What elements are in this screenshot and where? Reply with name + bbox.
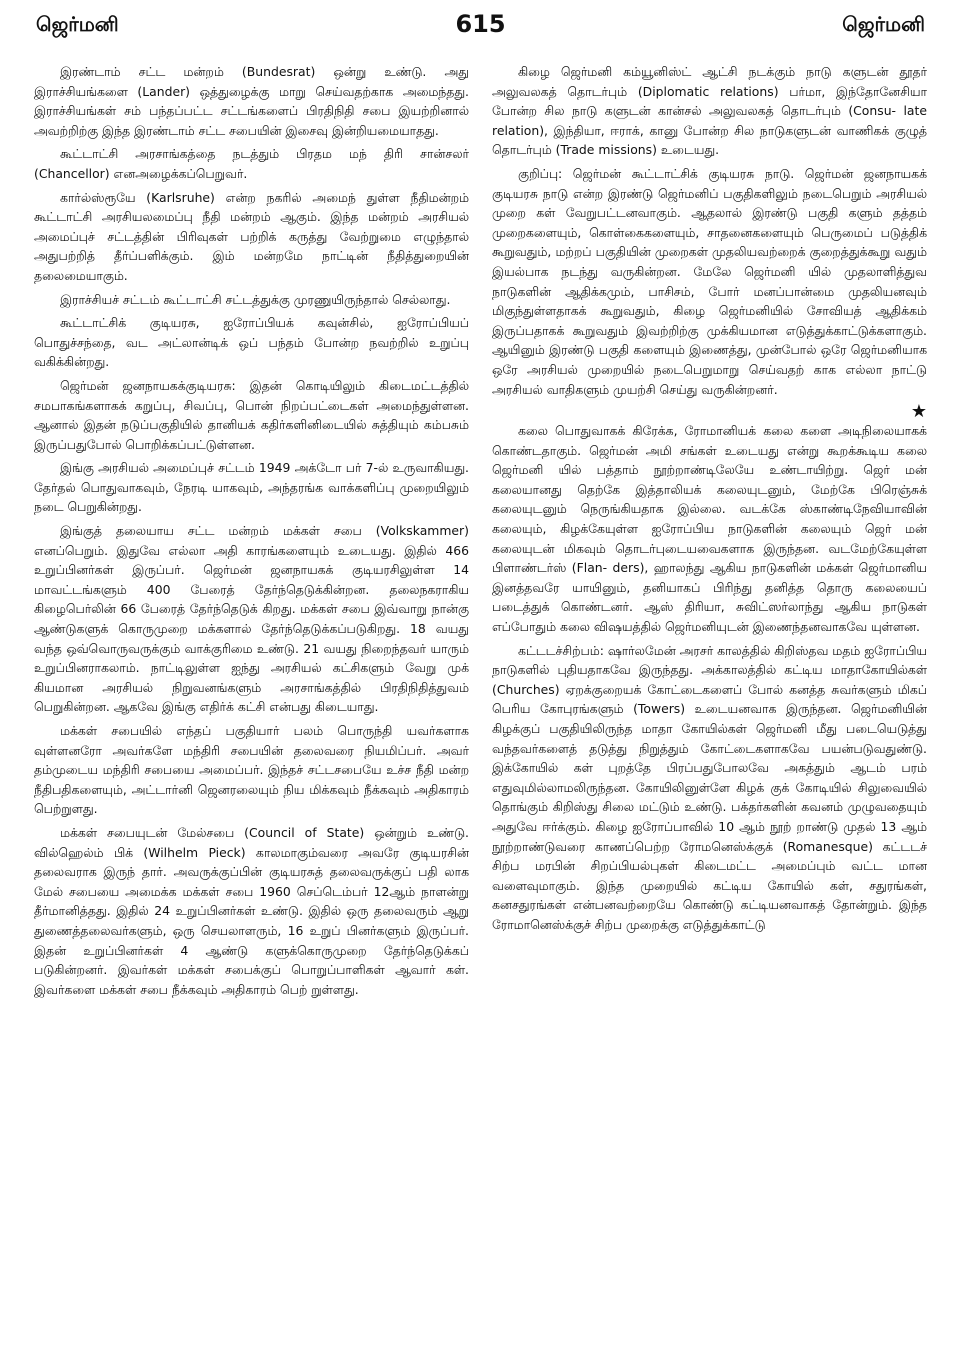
section-end-mark bbox=[492, 403, 927, 421]
paragraph: கட்டடச்சிற்பம்: ஷார்லமேன் அரசர் காலத்தில் கிறிஸ்தவ மதம் ஐரோப்பிய நாடுகளில் புதியதாகவே இருந்தது. அக்காலத்தில் கட்டிய மாதாகோயில்கள் (Churches) ஏறக்குறையக் கோட்டைகளைப் போல் கனத்த சுவர்களும் மிகப் பெரிய கோபுரங்களும் (Towers) உடையனவாக இருந்தன. ஜெர்மனியின் கிழக்குப் பகுதியிலிருந்த மாதா கோயில்கள் ஜெர்மனி மீது படையெடுத்து வந்தவர்களைத் தடுத்து நிறுத்தும் கோட்டைகளாகவே பயன்படுவதுண்டு. இக்கோயில் கள் புறத்தே பிரப்பதுபோலவே அகத்தும் ஆடம் பரம் எதுவுமில்லாமலிருந்தன. கோயிலினுள்ளே கிழக் குக் கோடியில் சிலுவையில் தொங்கும் கிறிஸ்து சிலை மட்டும் உண்டு. பக்தர்களின் கவனம் முழுவதையும் அதுவே ஈர்க்கும். கிழை ஐரோப்பாவில் 10 ஆம் நூற் றாண்டு முதல் 13 ஆம் நூற்றாண்டுவரை காணப்பெற்ற ரோமனெஸ்க்குக் (Romanesque) கட்டடச் சிற்ப மரபின் சிறப்பியல்புகள் கிடைமட்ட அமைப்பும் வட்ட மான வளைவுமாகும். இந்த முறையில் கட்டிய கோயில் கள், சதுரங்கள், கனசதுரங்கள் என்பனவற்றையே கொண்டு கட்டியனவாகத் தோன்றும். இந்த ரோமானெஸ்க்குச் சிற்ப முறைக்கு எடுத்துக்காட்டு bbox=[492, 642, 927, 932]
paragraph: கார்ல்ஸ்ரூயே (Karlsruhe) என்ற நகரில் அமைந் துள்ள நீதிமன்றம் கூட்டாட்சி அரசியலமைப்பு நீதி மன்றம் ஆகும். இந்த மன்றம் அரசியல் அமைப்புச் சட்டத்தின் பிரிவுகள் பற்றிக் கருத்து வேற்றுமை எழுந்தால் அதுபற்றித் தீர்ப்பளிக்கும். இம் மன்றமே நாட்டின் நீதித்துறையின் தலைமையாகும். bbox=[34, 189, 469, 283]
paragraph: கிழை ஜெர்மனி கம்யூனிஸ்ட் ஆட்சி நடக்கும் நாடு களுடன் தூதர் அலுவலகத் தொடர்பும் (Diplomatic relations) பர்மா, இந்தோனேசியா போன்ற சில நாடு களுடன் கான்சல் அலுவலகத் தொடர்பும் (Consu- late relation), இந்தியா, ஈராக், கானு போன்ற சில நாடுகளுடன் வாணிகக் குழுத் தொடர்பும் (Trade missions) உடையது. bbox=[492, 64, 927, 158]
paragraph: இரண்டாம் சட்ட மன்றம் (Bundesrat) ஒன்று உண்டு. அது இராச்சியங்களை (Lander) ஒத்துழைக்கு மாறு செய்வதற்காக அமைந்தது. இராச்சியங்கள் சம் பந்தப்பட்ட சட்டங்களைப் பிரதிநிதி சபை இயற்றினால் அவற்றிற்கு இந்த இரண்டாம் சட்ட சபையின் இசைவு இன்றியமையாதது. bbox=[34, 64, 469, 138]
running-head-left: ஜெர்மனி bbox=[36, 12, 119, 36]
right-column bbox=[492, 62, 927, 1348]
paragraph: குறிப்பு: ஜெர்மன் கூட்டாட்சிக் குடியரசு நாடு. ஜெர்மன் ஜனநாயகக் குடியரசு நாடு என்ற இரண்டு ஜெர்மனிப் பகுதிகளிலும் நடைபெறும் அரசியல் முறை கள் வேறுபட்டனவாகும். ஆதலால் இரண்டு பகுதி களும் தத்தம் முறைகளையும், கொள்கைகளையும், சாதனைகளையும் பெருமைப் படுத்திக் கூறுவதும், மற்றப் பகுதியின் முறைகள் முதலியவற்றைக் குறைத்துக்கூறு வதும் இயல்பாக நடந்து வருகின்றன. மேலே ஜெர்மனி யில் முதலாளித்துவ நாடுகளின் ஆதிக்கமும், பாசிசம், போர் மனப்பான்மை முதலியனவும் மிகுந்துள்ளதாகக் கூறுவதும், கிழை ஜெர்மனியில் சோவியத் ஆதிக்கம் இருப்பதாகக் கூறுவதும் இவற்றிற்கு முக்கியமான எடுத்துக்காட்டுக்களாகும். ஆயினும் இரண்டு பகுதி களையும் இணைத்து, முன்போல் ஒரே ஜெர்மனியாக ஒரே அரசியல் முறையில் நடைபெறுமாறு செய்வதற் காக எல்லா நாட்டு அரசியல் வாதிகளும் முயற்சி செய்து வருகின்றனர். bbox=[492, 165, 927, 397]
paragraph: கூட்டாட்சி அரசாங்கத்தை நடத்தும் பிரதம மந் திரி சான்சலர் (Chancellor) எனஅழைக்கப்பெறுவர். bbox=[34, 146, 469, 181]
paragraph: இங்குத் தலையாய சட்ட மன்றம் மக்கள் சபை (Volkskammer) எனப்பெறும். இதுவே எல்லா அதி காரங்களையும் உடையது. இதில் 466 உறுப்பினர்கள் இருப்பர். ஜெர்மன் ஜனநாயகக் குடியரசிலுள்ள 14 மாவட்டங்களும் 400 பேரைத் தேர்ந்தெடுக்கின்றன. தலைநகராகிய கிழைபெர்லின் 66 பேரைத் தேர்ந்தெடுக் கிறது. மக்கள் சபை இவ்வாறு நான்கு ஆண்டுகளுக் கொருமுறை மக்களால் தேர்ந்தெடுக்கப்படுகிறது. 18 வயது வந்த ஒவ்வொருவருக்கும் வாக்குரிமை உண்டு. 21 வயது நிறைந்தவர் யாரும் உறுப்பினராகலாம். நாட்டிலுள்ள ஐந்து அரசியல் கட்சிகளும் வேறு முக் கியமான அரசியல் நிறுவனங்களும் அரசாங்கத்தில் பிரதிநிதித்துவம் பெறுகின்றன. ஆகவே இங்கு எதிர்க் கட்சி என்பது கிடையாது. bbox=[34, 523, 469, 715]
page-header bbox=[36, 10, 925, 46]
running-head-right: ஜெர்மனி bbox=[842, 12, 925, 36]
paragraph: இங்கு அரசியல் அமைப்புச் சட்டம் 1949 அக்டோ பர் 7-ல் உருவாகியது. தேர்தல் பொதுவாகவும், நேரடி யாகவும், அந்தரங்க வாக்களிப்பு முறையிலும் நடை பெறுகின்றது. bbox=[34, 460, 469, 515]
paragraph: கூட்டாட்சிக் குடியரசு, ஐரோப்பியக் கவுன்சில், ஐரோப்பியப் பொதுச்சந்தை, வட அட்லான்டிக் ஒப் பந்தம் போன்ற நவற்றில் உறுப்பு வகிக்கின்றது. bbox=[34, 315, 469, 370]
paragraph: இராச்சியச் சட்டம் கூட்டாட்சி சட்டத்துக்கு முரணுயிருந்தால் செல்லாது. bbox=[60, 291, 451, 307]
star-icon: ★ bbox=[910, 401, 927, 423]
left-column bbox=[34, 62, 469, 1348]
paragraph: மக்கள் சபையுடன் மேல்சபை (Council of State) ஒன்றும் உண்டு. வில்ஹெல்ம் பிக் (Wilhelm Pieck) காலமாகும்வரை அவரே குடியரசின் தலைவராக இருந் தார். அவருக்குப்பின் குடியரசுத் தலைவருக்குப் பதி லாக மேல் சபையை அமைக்க மக்கள் சபை 1960 செப்டெம்பர் 12ஆம் நாளன்று தீர்மானித்தது. இதில் 24 உறுப்பினர்கள் உண்டு. இதில் ஒரு தலைவரும் ஆறு துணைத்தலைவர்களும், ஒரு செயலாளரும், 16 உறுப் பினர்களும் இருப்பர். இதன் உறுப்பினர்கள் 4 ஆண்டு களுக்கொருமுறை தேர்ந்தெடுக்கப் படுகின்றனர். இவர்கள் மக்கள் சபைக்குப் பொறுப்பாளிகள் ஆவார் கள். இவர்களை மக்கள் சபை நீக்கவும் அதிகாரம் பெற் றுள்ளது. bbox=[34, 824, 469, 997]
paragraph: மக்கள் சபையில் எந்தப் பகுதியார் பலம் பொருந்தி யவர்களாக வுள்ளனரோ அவர்களே மந்திரி சபையின் தலைவரை நியமிப்பர். அவர் தம்முடைய மந்திரி சபையை அமைப்பர். இந்தச் சட்டசபையே உச்ச நீதி மன்ற நீதிபதிகளையும், அட்டார்னி ஜெனரலையும் நிய மிக்கவும் நீக்கவும் அதிகாரம் பெற்றுளது. bbox=[34, 723, 469, 817]
paragraph: கலை பொதுவாகக் கிரேக்க, ரோமானியக் கலை களை அடிநிலையாகக் கொண்டதாகும். ஜெர்மன் அமி சங்கள் உடையது என்று கூறக்கூடிய கலை ஜெர்மனி யில் பத்தாம் நூற்றாண்டிலேயே உண்டாயிற்று. ஜெர் மன் கலையானது தெற்கே இத்தாலியக் கலையுடனும், மேற்கே பிரெஞ்சுக் கலையுடனும் நெருங்கியதாக இல்லை. வடக்கே ஸ்காண்டிநேவியாவின் கலையும், கிழக்கேயுள்ள ஐரோப்பிய நாடுகளின் கலையும் ஜெர் மன் கலையுடன் மிகவும் தொடர்புடையவைகளாக இருந்தன. வடமேற்கேயுள்ள பிளாண்டர்ஸ் (Flan- ders), ஹாலந்து ஆகிய நாடுகளின் மக்கள் ஜெர்மானிய இனத்தவரே யாயினும், தனியாகப் பிரிந்து தனித்த தொரு கலையைப் படைத்துக் கொண்டனர். ஆஸ் திரியா, சுவிட்ஸர்லாந்து ஆகிய நாடுகள் எப்போதும் கலை விஷயத்தில் ஜெர்மனியுடன் இணைந்தனவாகவே யுள்ளன. bbox=[492, 423, 927, 635]
paragraph: ஜெர்மன் ஜனநாயகக்குடியரசு: இதன் கொடியிலும் கிடைமட்டத்தில் சமபாகங்களாகக் கறுப்பு, சிவப்பு, பொன் நிறப்பட்டைகள் அமைந்துள்ளன. ஆனால் இதன் நடுப்பகுதியில் தானியக் கதிர்களினிடையில் சுத்தியும் கம்பசும் இருப்பதுபோல் பொறிக்கப்பட்டுள்ளன. bbox=[34, 377, 469, 452]
page-number: 615 bbox=[455, 10, 506, 38]
